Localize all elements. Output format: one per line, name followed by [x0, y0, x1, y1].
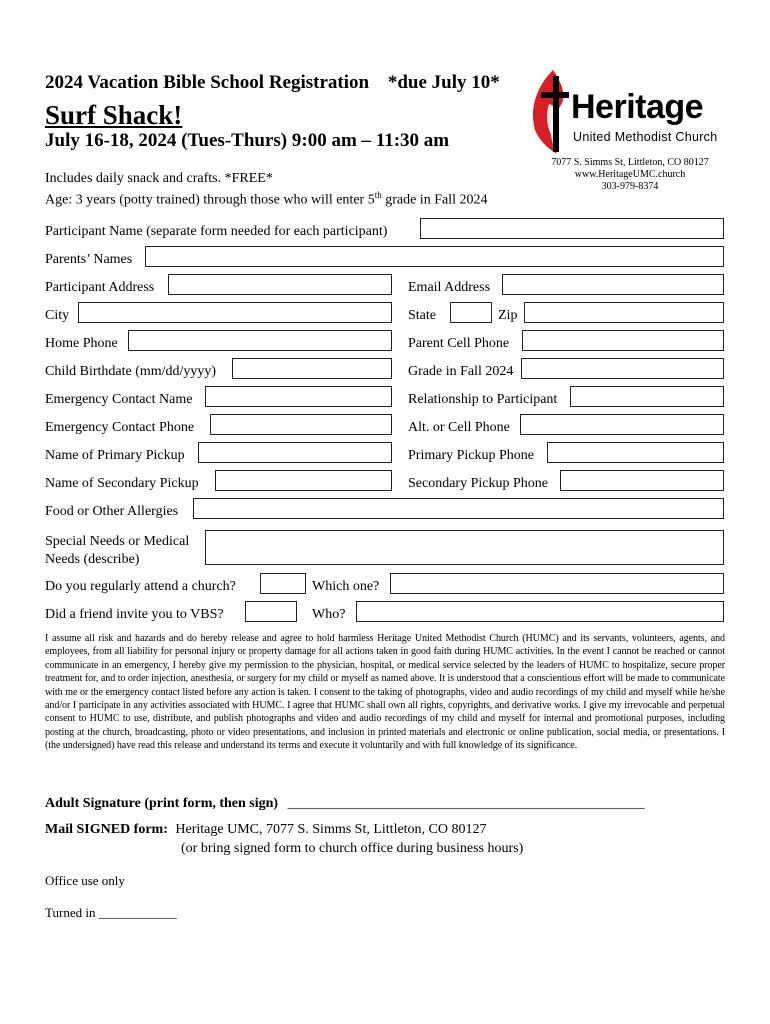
city-label: City — [45, 308, 70, 323]
logo-subname: United Methodist Church — [573, 130, 718, 144]
grade-fall-label: Grade in Fall 2024 — [408, 364, 514, 379]
special-needs-label-line2: Needs (describe) — [45, 552, 140, 567]
relationship-label: Relationship to Participant — [408, 392, 558, 407]
primary-pickup-name-input[interactable] — [198, 442, 392, 463]
home-phone-input[interactable] — [128, 330, 392, 351]
grade-fall-input[interactable] — [521, 358, 724, 379]
secondary-pickup-name-input[interactable] — [215, 470, 392, 491]
parent-cell-phone-input[interactable] — [522, 330, 724, 351]
who-input[interactable] — [356, 601, 724, 622]
office-use-label: Office use only — [45, 873, 125, 888]
age-text-post: grade in Fall 2024 — [381, 192, 488, 208]
parents-names-input[interactable] — [145, 246, 724, 267]
mail-row — [45, 822, 487, 838]
participant-address-label: Participant Address — [45, 280, 155, 295]
special-needs-input[interactable] — [205, 530, 724, 565]
which-one-label: Which one? — [312, 579, 380, 594]
allergies-label: Food or Other Allergies — [45, 504, 179, 519]
secondary-pickup-phone-input[interactable] — [560, 470, 724, 491]
alt-cell-phone-label: Alt. or Cell Phone — [408, 420, 510, 435]
allergies-input[interactable] — [193, 498, 724, 519]
primary-pickup-name-label: Name of Primary Pickup — [45, 448, 185, 463]
participant-name-label: Participant Name (separate form needed for each participant) — [45, 224, 388, 239]
email-address-input[interactable] — [502, 274, 724, 295]
primary-pickup-phone-label: Primary Pickup Phone — [408, 448, 534, 463]
includes-text: Includes daily snack and crafts. *FREE* — [45, 171, 273, 186]
mail-alt: (or bring signed form to church office during business hours) — [181, 841, 524, 856]
age-sup: th — [374, 190, 382, 200]
signature-row — [45, 796, 645, 812]
zip-label: Zip — [498, 308, 518, 323]
secondary-pickup-phone-label: Secondary Pickup Phone — [408, 476, 548, 491]
church-contact — [530, 157, 730, 193]
emergency-contact-phone-input[interactable] — [210, 414, 392, 435]
special-needs-label-line1: Special Needs or Medical — [45, 534, 190, 549]
parents-names-label: Parents’ Names — [45, 252, 133, 267]
logo-heritage: Heritage — [571, 88, 704, 126]
attend-church-label: Do you regularly attend a church? — [45, 579, 236, 594]
age-text-pre: Age: 3 years (potty trained) through those who will enter 5 — [45, 192, 375, 208]
age-text — [45, 190, 487, 209]
attend-church-input[interactable] — [260, 573, 306, 594]
signature-line[interactable]: ___________________________________________________ — [287, 796, 645, 811]
friend-invite-input[interactable] — [245, 601, 297, 622]
parent-cell-phone-label: Parent Cell Phone — [408, 336, 510, 351]
event-title: Surf Shack! — [45, 100, 183, 130]
mail-address: Heritage UMC, 7077 S. Simms St, Littleton, CO 80127 — [175, 822, 487, 837]
signature-label: Adult Signature (print form, then sign) — [45, 796, 279, 811]
registration-title: 2024 Vacation Bible School Registration — [45, 72, 370, 93]
release-paragraph: I assume all risk and hazards and do hereby release and agree to hold harmless Heritage United Methodist Church (HUMC) and its servants, volunteers, agents, and employees, from all liability for personal injury or property damage for all actions taken in good faith during HUMC activities. In the event I cannot be reached or cannot communicate in an emergency, I hereby give my permission to the physician, hospital, or medical service selected by the leaders of HUMC to hospitalize, secure proper treatment for, and to order injection, anesthesia, or surgery for my child or myself as named above. It is understood that a conscientious effort will be made to communicate with me or the emergency contact listed before any action is taken. I consent to the taking of photographs, video and audio recordings of my child and myself while he/she and/or I participate in any activities associated with HUMC. I agree that HUMC shall own all rights, copyrights, and derivative works. I give my irrevocable and perpetual consent to HUMC to use, distribute, and publish photographs and video and audio recordings of my child and myself for internal and promotional purposes, including posting at the church, broadcasting, photo or video presentations, and inclusion in printed materials and electronic or online publication, social media, or presentations. I (the undersigned) have read this release and understand its terms and execute it voluntarily and with full knowledge of its significance. — [45, 633, 725, 752]
church-logo — [527, 68, 727, 158]
relationship-input[interactable] — [570, 386, 724, 407]
form-heading — [45, 72, 500, 94]
alt-cell-phone-input[interactable] — [520, 414, 724, 435]
special-needs-label — [45, 533, 189, 569]
participant-address-input[interactable] — [168, 274, 392, 295]
church-phone: 303-979-8374 — [601, 181, 659, 192]
cross-flame-icon — [527, 68, 575, 156]
emergency-contact-name-label: Emergency Contact Name — [45, 392, 193, 407]
church-address: 7077 S. Simms St, Littleton, CO 80127 — [551, 157, 709, 168]
email-address-label: Email Address — [408, 280, 491, 295]
church-website: www.HeritageUMC.church — [574, 169, 686, 180]
secondary-pickup-name-label: Name of Secondary Pickup — [45, 476, 199, 491]
child-birthdate-input[interactable] — [232, 358, 392, 379]
state-label: State — [408, 308, 436, 323]
due-date: *due July 10* — [387, 72, 500, 93]
friend-invite-label: Did a friend invite you to VBS? — [45, 607, 224, 622]
participant-name-input[interactable] — [420, 218, 724, 239]
who-label: Who? — [312, 607, 346, 622]
emergency-contact-name-input[interactable] — [205, 386, 392, 407]
emergency-contact-phone-label: Emergency Contact Phone — [45, 420, 195, 435]
event-dates: July 16-18, 2024 (Tues-Thurs) 9:00 am – 11:30 am — [45, 130, 450, 151]
primary-pickup-phone-input[interactable] — [547, 442, 724, 463]
city-input[interactable] — [78, 302, 392, 323]
state-input[interactable] — [450, 302, 492, 323]
mail-label: Mail SIGNED form: — [45, 822, 168, 837]
turned-in-field[interactable]: Turned in ____________ — [45, 905, 177, 920]
child-birthdate-label: Child Birthdate (mm/dd/yyyy) — [45, 364, 217, 379]
which-one-input[interactable] — [390, 573, 724, 594]
zip-input[interactable] — [524, 302, 724, 323]
home-phone-label: Home Phone — [45, 336, 118, 351]
